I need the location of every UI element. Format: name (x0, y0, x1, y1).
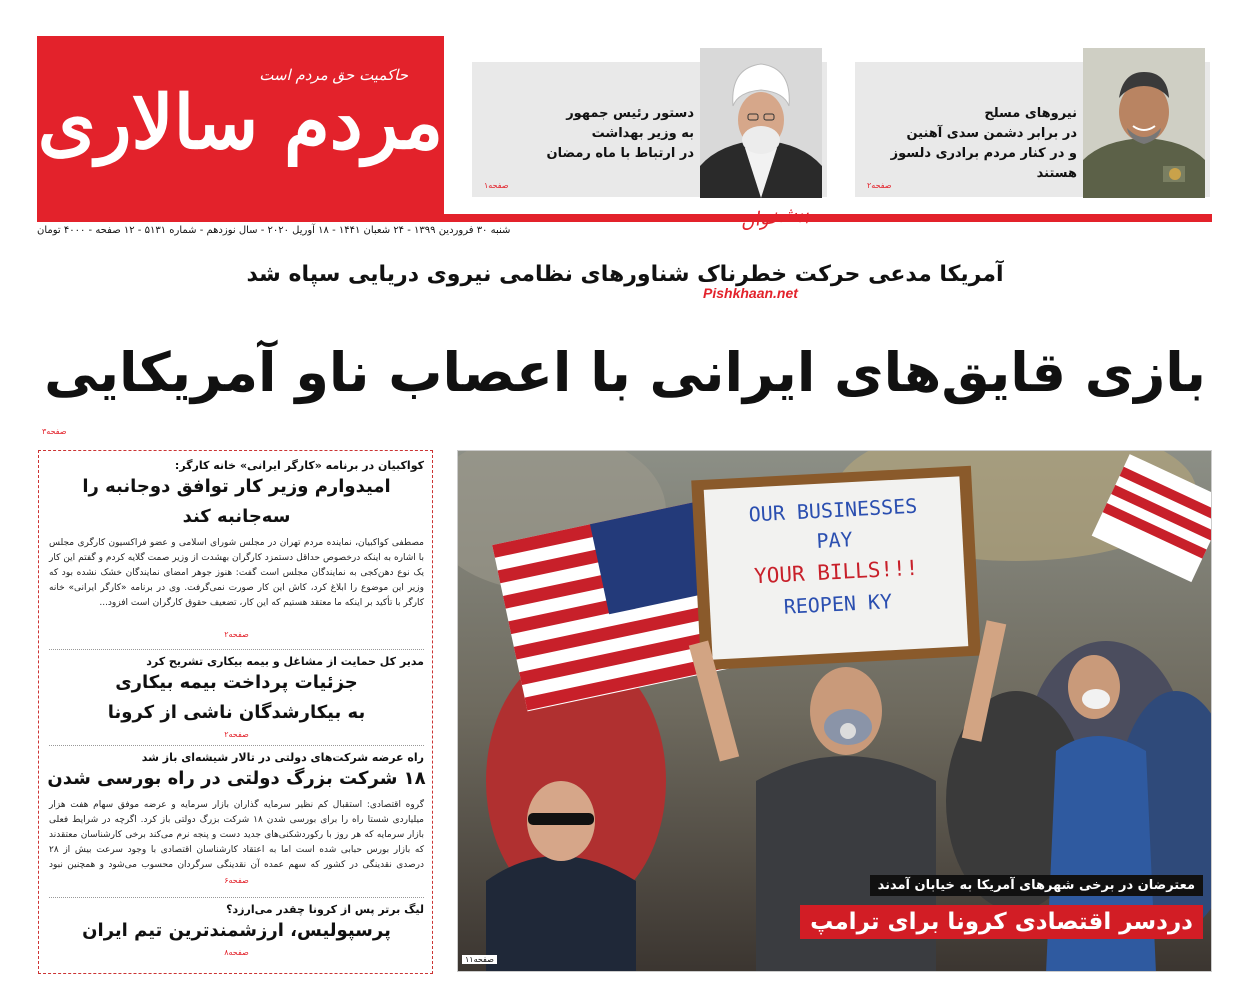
main-headline[interactable]: بازی قایق‌های ایرانی با اعصاب ناو آمریکایی (44, 341, 1206, 404)
dateline: شنبه ۳۰ فروردین ۱۳۹۹ - ۲۴ شعبان ۱۴۴۱ - ۱۸ آوریل ۲۰۲۰ - سال نوزدهم - شماره ۵۱۳۱ - ۱۲ صفحه - ۴۰۰۰ تومان (37, 225, 511, 236)
story-kicker: راه عرضه شرکت‌های دولتی در تالار شیشه‌ای باز شد (141, 751, 424, 764)
main-kicker: آمریکا مدعی حرکت خطرناک شناورهای نظامی نیروی دریایی سپاه شد (246, 262, 1004, 287)
masthead-slogan: حاکمیت حق مردم است (259, 66, 408, 84)
story-body: گروه اقتصادی: استقبال کم نظیر سرمایه گذاران بازار سرمایه و عرضه موفق سهام هفت هزار میلیاردی شستا راه را برای بورسی شدن ۱۸ شرکت بزرگ دولتی باز کرد. اگرچه در شرایط فعلی بازار سرمایه که هر روز با رکوردشکنی‌های جدید دست و پنجه نرم می‌کند برخی کارشناسان معتقدند که بازار بورس حبابی شده است اما به اعتقاد کارشناسان اقتصادی با وجود سرعت بیش از ۲۸ درصدی نقدینگی در کشور که سهم عمده آن نقدینگی سرگردان محسوب می‌شود و همچنین نبود (49, 800, 424, 870)
teaser-armed-forces[interactable] (855, 62, 1210, 197)
teaser-armed-forces-page: صفحه۲ (867, 181, 892, 190)
story-kicker: مدیر کل حمایت از مشاغل و بیمه بیکاری تشریح کرد (146, 655, 424, 668)
newspaper-name: مردم سالاری (37, 80, 444, 166)
story-page: صفحه۲ (224, 730, 249, 739)
photo-page: صفحه۱۱ (462, 955, 497, 964)
teaser-president-text: دستور رئیس جمهور به وزیر بهداشت در ارتباط با ماه رمضان (546, 106, 694, 161)
story-page: صفحه۲ (224, 630, 249, 639)
commander-portrait (1083, 48, 1205, 198)
divider (49, 649, 424, 650)
news-sidebar (38, 450, 433, 974)
divider (49, 897, 424, 898)
story-page: صفحه۶ (224, 876, 249, 885)
story-persepolis[interactable] (39, 903, 434, 957)
story-kicker: کواکبیان در برنامه «کارگر ایرانی» خانه کارگر: (174, 459, 424, 472)
story-kicker: لیگ برتر پس از کرونا چقدر می‌ارزد؟ (226, 903, 424, 916)
watermark-persian: پیشخوان (738, 201, 811, 233)
sign-line-1: OUR BUSINESSES (748, 493, 918, 527)
sign-line-4: REOPEN KY (783, 589, 893, 619)
photo-caption-kicker: معترضان در برخی شهرهای آمریکا به خیابان آمدند (870, 875, 1203, 896)
story-page: صفحه۸ (224, 948, 249, 957)
story-body: مصطفی کواکبیان، نماینده مردم تهران در مجلس شورای اسلامی و عضو فراکسیون کارگری مجلس با اشاره به اینکه درخصوص حداقل دستمزد کارگران بهشدت از وزیر صمت گلایه کردم و گفتم این کار یک نوع دهن‌کجی به نمایندگان مجلس است گفت: هنوز جوهر امضای نمایندگان خشک نشده بود که وزیر این موضوع را ابلاغ کرد، کاش این کار صورت نمی‌گرفت. وی در برنامه «کارگر ایرانی» خانه کارگر با تأکید بر اینکه ما معتقد هستیم که این کار، تضعیف حقوق کارگران است افزود... (49, 538, 424, 608)
teaser-president[interactable] (472, 62, 827, 197)
story-stock-market[interactable] (39, 751, 434, 885)
story-headline: ۱۸ شرکت بزرگ دولتی در راه بورسی شدن (47, 768, 426, 789)
teaser-president-page: صفحه۱ (484, 181, 509, 190)
story-headline: پرسپولیس، ارزشمندترین تیم ایران (82, 920, 391, 941)
masthead-red-bar (37, 214, 1212, 222)
protest-photo[interactable] (457, 450, 1212, 972)
story-unemployment[interactable] (39, 655, 434, 739)
watermark-url: Pishkhaan.net (703, 285, 798, 301)
story-kavakebian[interactable] (39, 459, 434, 639)
divider (49, 745, 424, 746)
masthead-logo (37, 36, 444, 214)
sign-line-3: YOUR BILLS!!! (753, 555, 919, 589)
teaser-armed-forces-text: نیروهای مسلح در برابر دشمن سدی آهنین و در کنار مردم برادری دلسوز هستند (890, 106, 1077, 181)
story-headline: امیدوارم وزیر کار توافق دوجانبه را سه‌جانبه کند (82, 476, 391, 527)
sign-line-2: PAY (815, 527, 854, 553)
photo-caption-headline[interactable]: دردسر اقتصادی کرونا برای ترامپ (800, 905, 1203, 939)
main-headline-page: صفحه۳ (42, 427, 67, 436)
story-headline: جزئیات پرداخت بیمه بیکاری به بیکارشدگان ناشی از کرونا (107, 672, 366, 723)
president-portrait (700, 48, 822, 198)
